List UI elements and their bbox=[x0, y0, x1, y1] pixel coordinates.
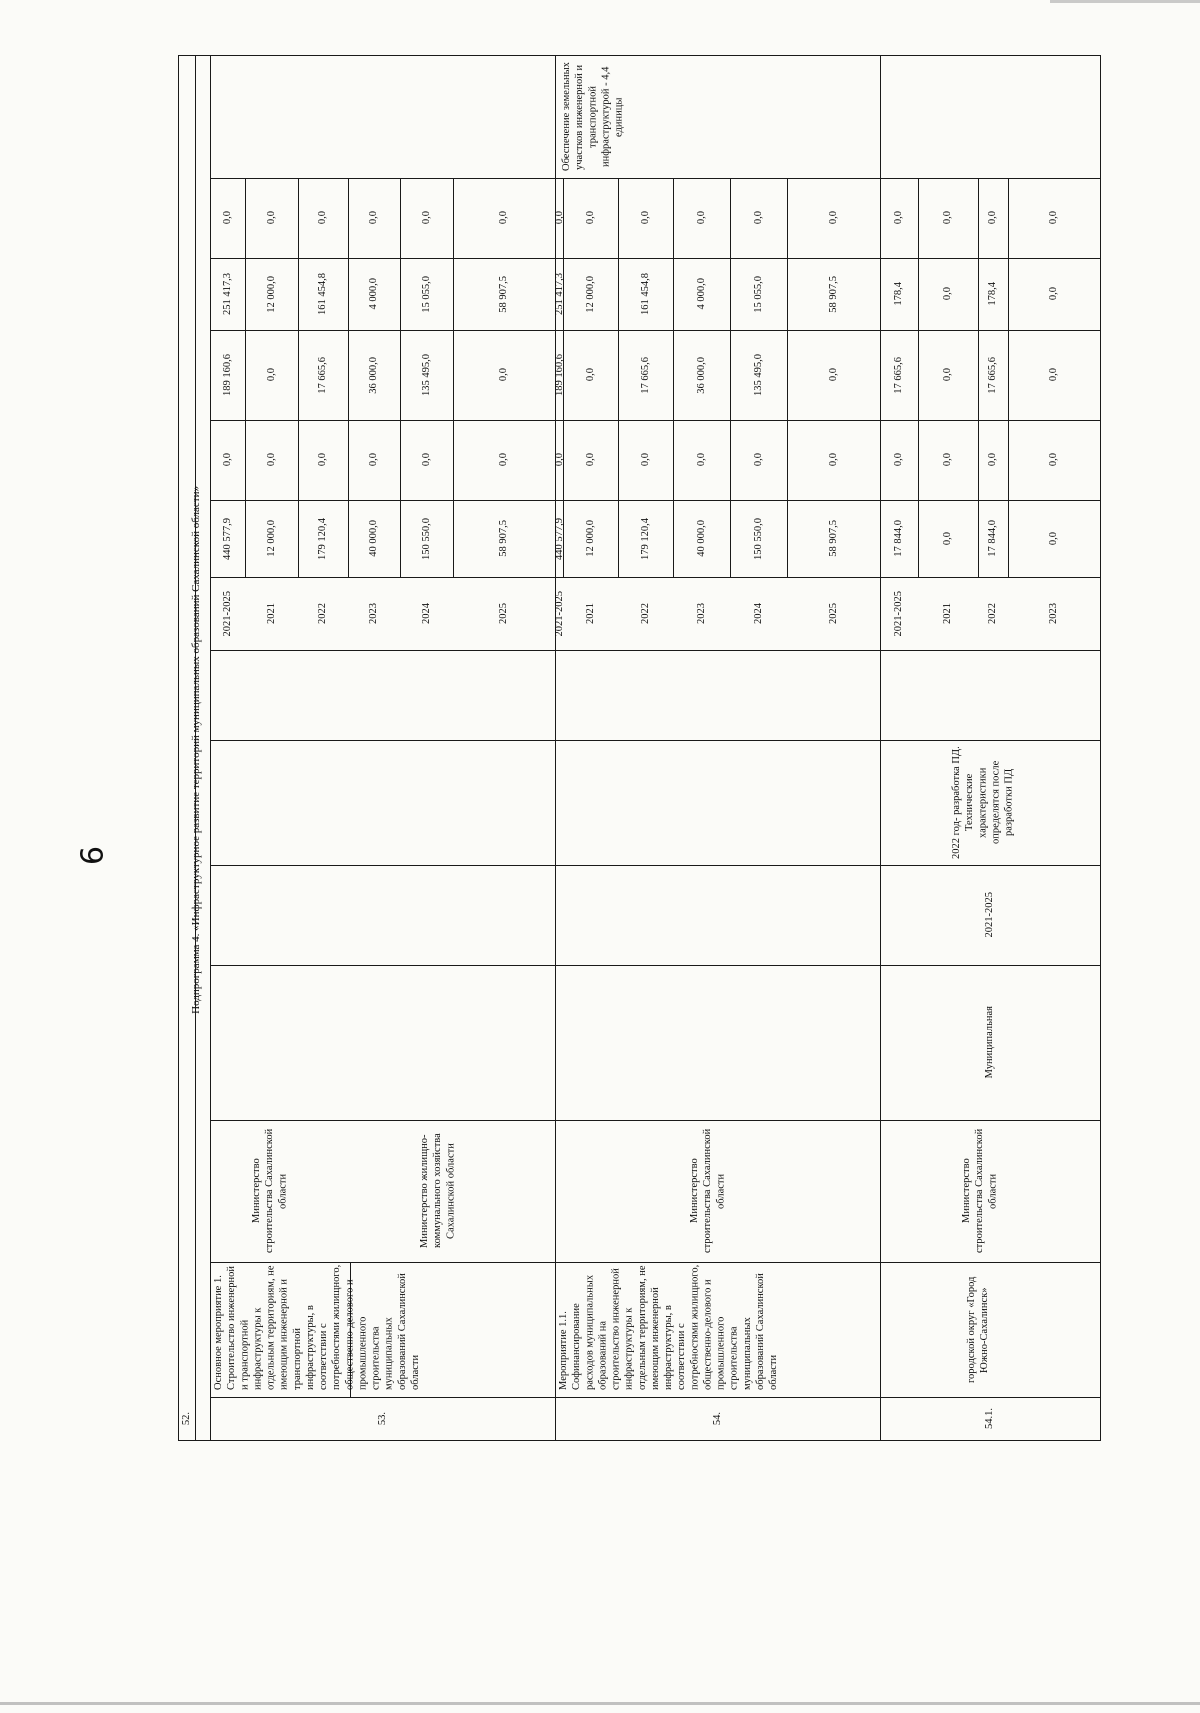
finance-fb-cell: 0,0 bbox=[987, 453, 999, 467]
finance-mb-cell: 12 000,0 bbox=[584, 275, 596, 313]
finance-ob-cell: 17 665,6 bbox=[639, 356, 651, 394]
finance-year-cell: 2021 bbox=[265, 603, 277, 624]
finance-vb-cell: 0,0 bbox=[420, 211, 432, 225]
row-54-1-name: городской округ «Город Южно-Сахалинск» bbox=[966, 1276, 991, 1383]
finance-mb-cell: 0,0 bbox=[1048, 287, 1060, 301]
finance-mb-cell: 178,4 bbox=[893, 282, 905, 306]
row-53-result: Обеспечение земельных участков инженерной и транспортной инфраструктурой - 4,4 единицы bbox=[561, 62, 625, 171]
finance-year-cell: 2021-2025 bbox=[893, 590, 905, 637]
finance-mb-cell: 0,0 bbox=[942, 287, 954, 301]
finance-ob-cell: 0,0 bbox=[1048, 368, 1060, 382]
row-54-1-ownership: Муниципальная bbox=[984, 1006, 996, 1079]
finance-total-cell: 17 844,0 bbox=[987, 520, 999, 557]
finance-mb-cell: 58 907,5 bbox=[498, 275, 510, 313]
finance-vb-cell: 0,0 bbox=[752, 211, 764, 225]
finance-fb-cell: 0,0 bbox=[498, 453, 510, 467]
finance-mb-cell: 178,4 bbox=[987, 282, 999, 306]
finance-year-cell: 2023 bbox=[1048, 603, 1060, 624]
finance-year-cell: 2021 bbox=[942, 603, 954, 624]
finance-total-cell: 150 550,0 bbox=[752, 517, 764, 560]
finance-ob-cell: 0,0 bbox=[498, 368, 510, 382]
finance-fb-cell: 0,0 bbox=[420, 453, 432, 467]
finance-year-cell: 2022 bbox=[639, 603, 651, 624]
finance-vb-cell: 0,0 bbox=[1048, 211, 1060, 225]
row-53-executor-2: Министерство жилищно-коммунального хозяйства Сахалинской области bbox=[418, 1133, 456, 1249]
finance-year-cell: 2024 bbox=[752, 603, 764, 624]
finance-total-cell: 440 577,9 bbox=[221, 517, 233, 560]
finance-total-cell: 179 120,4 bbox=[639, 517, 651, 560]
page-number: 9 bbox=[72, 845, 108, 866]
finance-fb-cell: 0,0 bbox=[368, 453, 380, 467]
finance-vb-cell: 0,0 bbox=[893, 211, 905, 225]
finance-fb-cell: 0,0 bbox=[265, 453, 277, 467]
finance-year-cell: 2024 bbox=[420, 603, 432, 624]
finance-total-cell: 150 550,0 bbox=[420, 517, 432, 560]
finance-mb-cell: 251 417,3 bbox=[221, 273, 233, 315]
finance-ob-cell: 36 000,0 bbox=[695, 356, 707, 394]
finance-fb-cell: 0,0 bbox=[695, 453, 707, 467]
finance-year-cell: 2023 bbox=[695, 603, 707, 624]
finance-ob-cell: 0,0 bbox=[584, 368, 596, 382]
finance-total-cell: 58 907,5 bbox=[498, 520, 510, 557]
finance-mb-cell: 4 000,0 bbox=[695, 278, 707, 310]
finance-vb-cell: 0,0 bbox=[317, 211, 329, 225]
finance-mb-cell: 251 417,3 bbox=[554, 273, 566, 315]
finance-fb-cell: 0,0 bbox=[554, 453, 566, 467]
finance-vb-cell: 0,0 bbox=[221, 211, 233, 225]
finance-ob-cell: 135 495,0 bbox=[420, 354, 432, 396]
row-54-executor: Министерство строительства Сахалинской области bbox=[688, 1128, 726, 1254]
row-53-number: 53. bbox=[376, 1411, 388, 1426]
finance-year-cell: 2025 bbox=[498, 603, 510, 624]
finance-ob-cell: 17 665,6 bbox=[987, 356, 999, 394]
finance-ob-cell: 0,0 bbox=[827, 368, 839, 382]
finance-ob-cell: 36 000,0 bbox=[368, 356, 380, 394]
finance-total-cell: 12 000,0 bbox=[584, 520, 596, 557]
finance-fb-cell: 0,0 bbox=[221, 453, 233, 467]
finance-total-cell: 12 000,0 bbox=[265, 520, 277, 557]
finance-fb-cell: 0,0 bbox=[827, 453, 839, 467]
finance-vb-cell: 0,0 bbox=[498, 211, 510, 225]
row-52-number: 52. bbox=[180, 1411, 192, 1426]
finance-total-cell: 0,0 bbox=[942, 531, 954, 546]
finance-ob-cell: 0,0 bbox=[942, 368, 954, 382]
row-54-1-note: 2022 год- разработка ПД. Технические характеристики определятся после разработки ПД bbox=[951, 746, 1015, 859]
row-54-1-number: 54.1. bbox=[984, 1408, 996, 1429]
finance-total-cell: 40 000,0 bbox=[695, 520, 707, 557]
finance-mb-cell: 15 055,0 bbox=[752, 275, 764, 313]
finance-fb-cell: 0,0 bbox=[752, 453, 764, 467]
finance-fb-cell: 0,0 bbox=[942, 453, 954, 467]
finance-fb-cell: 0,0 bbox=[584, 453, 596, 467]
finance-vb-cell: 0,0 bbox=[942, 211, 954, 225]
finance-fb-cell: 0,0 bbox=[1048, 453, 1060, 467]
finance-total-cell: 0,0 bbox=[1048, 531, 1060, 546]
finance-fb-cell: 0,0 bbox=[317, 453, 329, 467]
finance-year-cell: 2021 bbox=[584, 603, 596, 624]
finance-vb-cell: 0,0 bbox=[554, 211, 566, 225]
scan-artifact bbox=[1050, 0, 1200, 3]
finance-vb-cell: 0,0 bbox=[827, 211, 839, 225]
finance-mb-cell: 161 454,8 bbox=[639, 273, 651, 315]
finance-year-cell: 2021-2025 bbox=[554, 590, 566, 637]
row-54-number: 54. bbox=[711, 1411, 723, 1426]
finance-year-cell: 2025 bbox=[827, 603, 839, 624]
finance-total-cell: 58 907,5 bbox=[827, 520, 839, 557]
finance-ob-cell: 17 665,6 bbox=[893, 356, 905, 394]
finance-total-cell: 179 120,4 bbox=[317, 517, 329, 560]
subprogram-title: Подпрограмма 4. «Инфраструктурное развитие территорий муниципальных образований Сахалинской области» bbox=[190, 486, 202, 1014]
finance-ob-cell: 17 665,6 bbox=[317, 356, 329, 394]
row-53-name: Основное мероприятие 1. Строительство инженерной и транспортной инфраструктуры к отдельным территориям, не имеющим инженерной и транспортной инфраструктуры, в соответствии с потребностями жилищного, общественно-делового и промышленного строительства муниципальных образований Сахалинской области bbox=[213, 1264, 421, 1390]
scan-artifact bbox=[0, 1702, 1200, 1705]
finance-fb-cell: 0,0 bbox=[893, 453, 905, 467]
finance-ob-cell: 0,0 bbox=[265, 368, 277, 382]
finance-fb-cell: 0,0 bbox=[639, 453, 651, 467]
finance-year-cell: 2021-2025 bbox=[221, 590, 233, 637]
finance-ob-cell: 135 495,0 bbox=[752, 354, 764, 396]
finance-vb-cell: 0,0 bbox=[987, 211, 999, 225]
finance-vb-cell: 0,0 bbox=[695, 211, 707, 225]
finance-vb-cell: 0,0 bbox=[639, 211, 651, 225]
row-54-1-period: 2021-2025 bbox=[984, 892, 996, 938]
row-54-1-executor: Министерство строительства Сахалинской области bbox=[961, 1128, 999, 1254]
finance-mb-cell: 4 000,0 bbox=[368, 278, 380, 310]
finance-total-cell: 40 000,0 bbox=[368, 520, 380, 557]
row-53-executor-1: Министерство строительства Сахалинской области bbox=[251, 1128, 289, 1254]
finance-vb-cell: 0,0 bbox=[584, 211, 596, 225]
finance-vb-cell: 0,0 bbox=[265, 211, 277, 225]
finance-year-cell: 2023 bbox=[368, 603, 380, 624]
finance-year-cell: 2022 bbox=[317, 603, 329, 624]
finance-year-cell: 2022 bbox=[987, 603, 999, 624]
finance-total-cell: 17 844,0 bbox=[893, 520, 905, 557]
finance-mb-cell: 15 055,0 bbox=[420, 275, 432, 313]
row-54-name: Мероприятие 1.1. Софинансирование расходов муниципальных образований на строительство инженерной инфраструктуры к отдельным территориям, не имеющим инженерной инфраструктуры, в соответствии с потребностями жилищного, общественно-делового и промышленного строительства муниципальных образований Сахалинской области bbox=[558, 1264, 779, 1390]
finance-total-cell: 440 577,9 bbox=[554, 517, 566, 560]
finance-ob-cell: 189 160,6 bbox=[554, 354, 566, 396]
finance-mb-cell: 12 000,0 bbox=[265, 275, 277, 313]
finance-mb-cell: 58 907,5 bbox=[827, 275, 839, 313]
finance-mb-cell: 161 454,8 bbox=[317, 273, 329, 315]
finance-vb-cell: 0,0 bbox=[368, 211, 380, 225]
finance-ob-cell: 189 160,6 bbox=[221, 354, 233, 396]
